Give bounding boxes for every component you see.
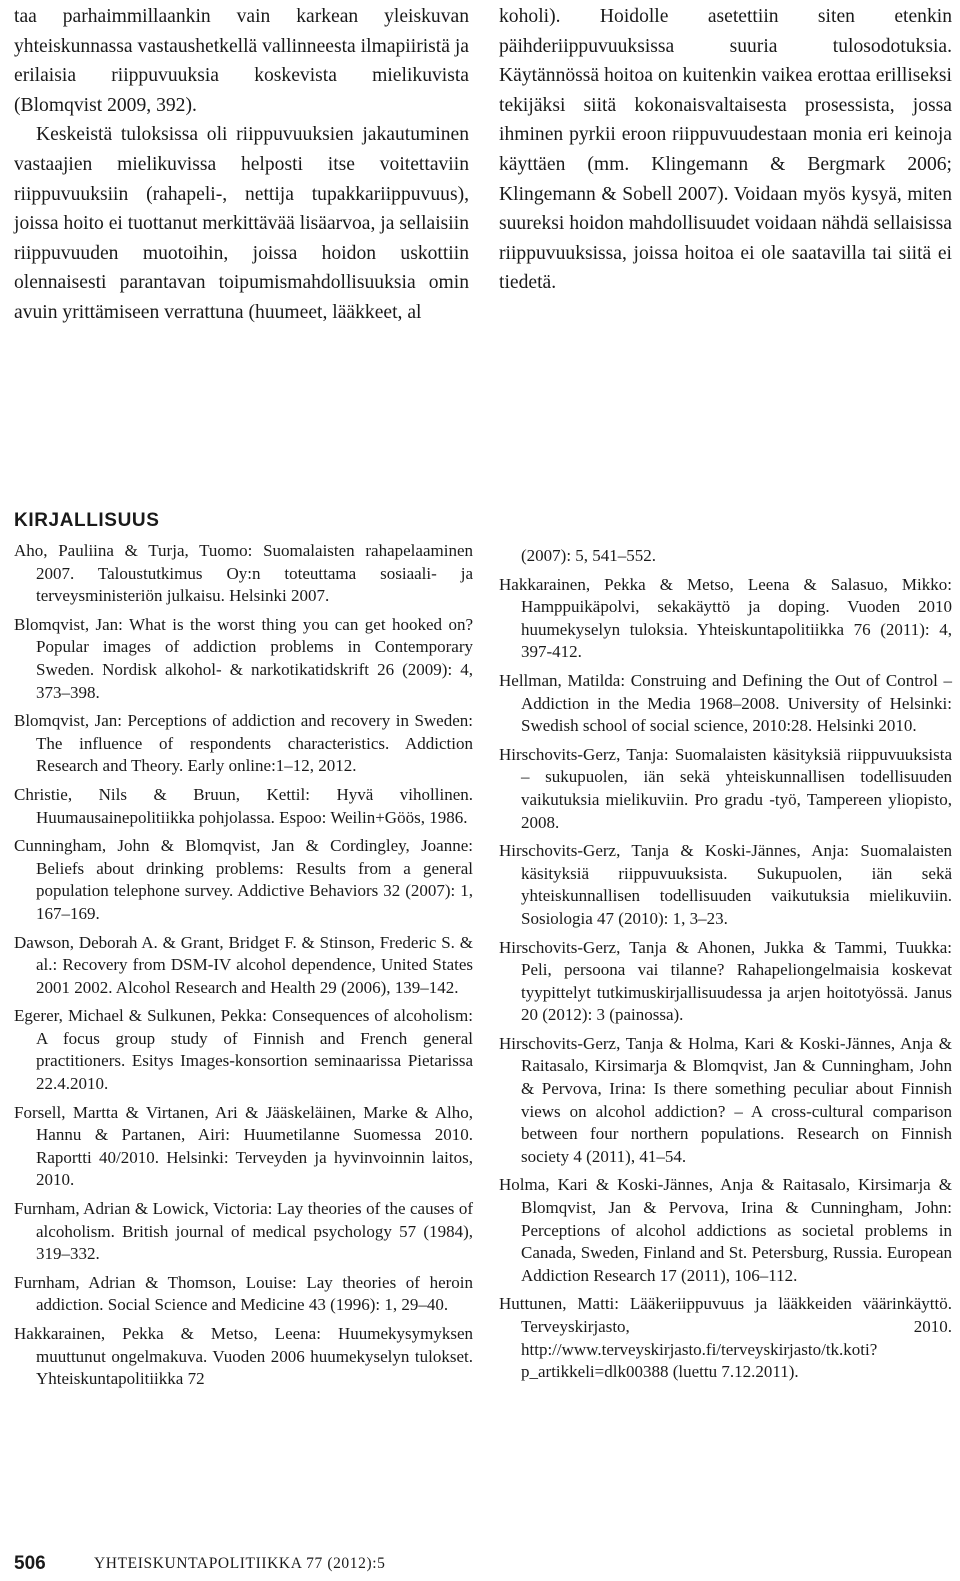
reference-entry: Hakkarainen, Pekka & Metso, Leena & Salasuo, Mikko: Hamppuikäpolvi, sekakäyttö ja doping. Vuoden 2010 huumekyselyn tuloksia. Yhteiskuntapolitiikka 76 (2011): 4, 397-412. [499, 574, 952, 662]
reference-entry: Blomqvist, Jan: Perceptions of addiction and recovery in Sweden: The influence of respondents characteristics. Addiction Research and Theory. Early online:1–12, 2012. [14, 711, 473, 776]
reference-entry: Furnham, Adrian & Thomson, Louise: Lay theories of heroin addiction. Social Science and Medicine 43 (1996): 1, 29–40. [14, 1272, 473, 1315]
body-paragraph: taa parhaimmillaankin vain karkean yleiskuvan yhteiskunnassa vastaushetkellä vallinneesta ilmapiiristä ja erilaisia riippuvuuksia koskevista mielikuvista (Blomqvist 2009, 392). [14, 6, 469, 116]
reference-entry: Blomqvist, Jan: What is the worst thing you can get hooked on? Popular images of addiction problems in Contemporary Sweden. Nordisk alkohol- & narkotikatidskrift 26 (2009): 4, 373–398. [14, 614, 473, 702]
reference-entry: Aho, Pauliina & Turja, Tuomo: Suomalaisten rahapelaaminen 2007. Taloustutkimus Oy:n toteuttama sosiaali- ja terveysministeriön julkaisu. Helsinki 2007. [14, 541, 473, 606]
reference-entry: Cunningham, John & Blomqvist, Jan & Cordingley, Joanne: Beliefs about drinking problems: Results from a general population telephone survey. Addictive Behaviors 32 (2007): 1, 167–169. [14, 836, 473, 923]
reference-entry: Huttunen, Matti: Lääkeriippuvuus ja lääkkeiden väärinkäyttö. Terveyskirjasto, 2010. http://www.terveyskirjasto.fi/terveyskirjasto/tk.koti?p_artikkeli=dlk00388 (luettu 7.12.2011). [499, 1294, 952, 1382]
reference-entry: Hirschovits-Gerz, Tanja: Suomalaisten käsityksiä riippuvuuksista – sukupuolen, iän sekä yhteiskunnallisen todellisuuden vaikutuksia mielikuviin. Pro gradu -työ, Tampereen yliopisto, 2008. [499, 744, 952, 832]
reference-entry: Forsell, Martta & Virtanen, Ari & Jääskeläinen, Marke & Alho, Hannu & Partanen, Airi: Huumetilanne Suomessa 2010. Raportti 40/2010. Helsinki: Terveyden ja hyvinvoinnin laitos, 2010. [14, 1102, 473, 1190]
reference-entry: Hellman, Matilda: Construing and Defining the Out of Control – Addiction in the Media 1968–2008. University of Helsinki: Swedish school of social science, 2010:28. Helsinki 2010. [499, 670, 952, 736]
body-column-left [14, 2, 469, 328]
reference-list-right [499, 545, 952, 1390]
body-paragraph: Keskeistä tuloksissa oli riippuvuuksien jakautuminen vastaajien mielikuvissa helposti itse voitettaviin riippuvuuksiin (rahapeli-, nettija tupakkariippuvuus), joissa hoito ei tuottanut merkittävää lisäarvoa, ja sellaisiin riippuvuuden muotoihin, joissa hoidon uskottiin olennaisesti parantavan toipumismahdollisuuksia omin avuin yrittämiseen verrattuna (huumeet, lääkkeet, al [14, 124, 469, 323]
reference-entry: Hakkarainen, Pekka & Metso, Leena: Huumekysymyksen muuttunut ongelmakuva. Vuoden 2006 huumekyselyn tulokset. Yhteiskuntapolitiikka 72 [14, 1324, 473, 1389]
reference-entry: Hirschovits-Gerz, Tanja & Koski-Jännes, Anja: Suomalaisten käsityksiä riippuvuuksista. Sukupuolen, iän sekä yhteiskunnallisen todellisuuden vaikutuksia mielikuviin. Sosiologia 47 (2010): 1, 3–23. [499, 841, 952, 928]
reference-entry: Egerer, Michael & Sulkunen, Pekka: Consequences of alcoholism: A focus group study of Finnish and French general practitioners. Esitys Images-konsortion seminaarissa Pietarissa 22.4.2010. [14, 1006, 473, 1094]
references-heading: KIRJALLISUUS [14, 510, 160, 531]
body-column-right [499, 2, 952, 298]
page-number: 506 [14, 1553, 46, 1574]
reference-entry: Dawson, Deborah A. & Grant, Bridget F. & Stinson, Frederic S. & al.: Recovery from DSM-IV alcohol dependence, United States 2001 2002. Alcohol Research and Health 29 (2006), 139–142. [14, 932, 473, 997]
reference-entry: (2007): 5, 541–552. [521, 546, 657, 565]
reference-list-left [14, 540, 473, 1397]
journal-name: YHTEISKUNTAPOLITIIKKA 77 (2012):5 [94, 1555, 386, 1572]
reference-entry: Hirschovits-Gerz, Tanja & Holma, Kari & Koski-Jännes, Anja & Raitasalo, Kirsimarja & Blomqvist, Jan & Cunningham, John & Pervova, Irina: Is there something peculiar about Finnish views on alcohol addiction? – A cross-cultural comparison between four northern populations. Research on Finnish society 4 (2011), 41–54. [499, 1033, 952, 1166]
page-footer [0, 1553, 960, 1577]
reference-entry: Furnham, Adrian & Lowick, Victoria: Lay theories of the causes of alcoholism. British journal of medical psychology 57 (1984), 319–332. [14, 1199, 473, 1264]
body-paragraph: koholi). Hoidolle asetettiin siten etenkin päihderiippuvuuksissa suuria tulosodotuksia. Käytännössä hoitoa on kuitenkin vaikea erottaa erilliseksi tekijäksi siitä kokonaisvaltaisesta prosessista, jossa ihminen pyrkii eroon riippuvuudestaan monia eri keinoja käyttäen (mm. Klingemann & Bergmark 2006; Klingemann & Sobell 2007). Voidaan myös kysyä, miten suureksi hoidon mahdollisuudet voidaan nähdä sellaisissa riippuvuuksissa, joissa hoitoa ei ole saatavilla tai siitä ei tiedetä. [499, 6, 952, 294]
reference-entry: Christie, Nils & Bruun, Kettil: Hyvä vihollinen. Huumausainepolitiikka pohjolassa. Espoo: Weilin+Göös, 1986. [14, 784, 473, 827]
reference-entry: Hirschovits-Gerz, Tanja & Ahonen, Jukka & Tammi, Tuukka: Peli, persoona vai tilanne? Rahapeliongelmaisia koskevat tyypittelyt tutkimuskirjallisuudessa ja arjen hoitotyössä. Janus 20 (2012): 3 (painossa). [499, 937, 952, 1025]
reference-entry: Holma, Kari & Koski-Jännes, Anja & Raitasalo, Kirsimarja & Blomqvist, Jan & Pervova, Irina & Cunningham, John: Perceptions of alcohol addictions as societal problems in Canada, Sweden, Finland and St. Petersburg, Russia. European Addiction Research 17 (2011), 106–112. [499, 1175, 952, 1285]
